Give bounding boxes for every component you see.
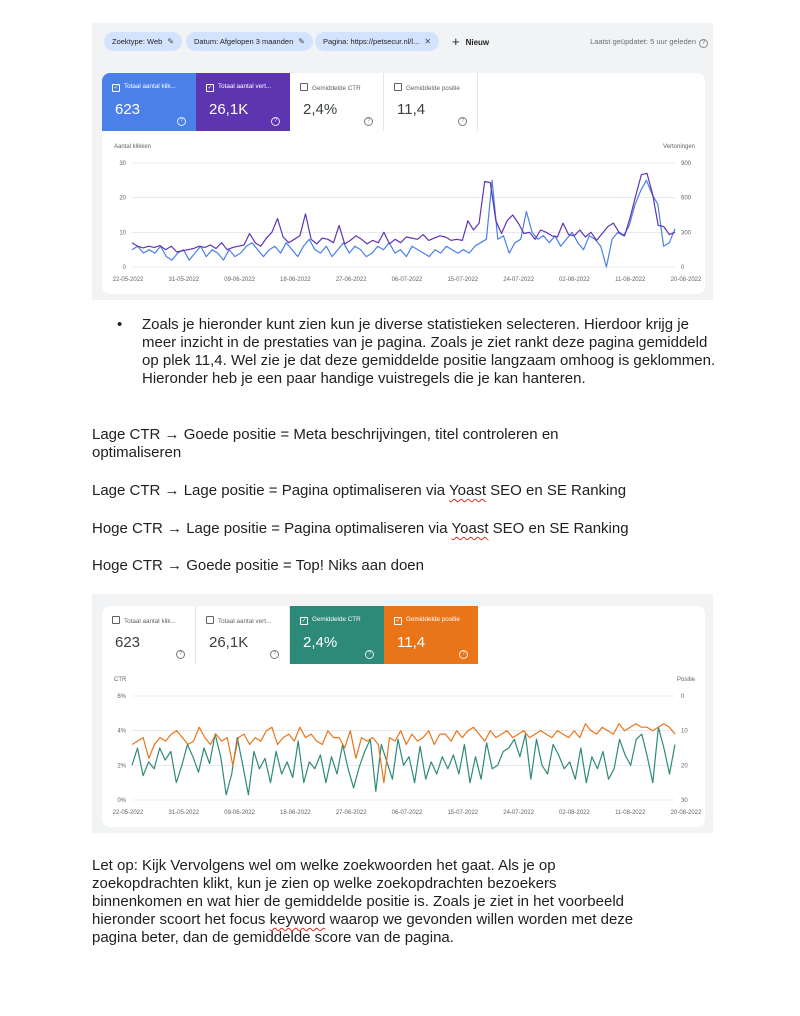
metric-label-text: Gemiddelde positie <box>406 85 460 92</box>
y2-tick-label: 0 <box>681 265 685 271</box>
checkbox-icon[interactable]: ✓ <box>301 618 307 624</box>
x-tick-label: 02-08-2022 <box>559 277 590 283</box>
metric-card[interactable] <box>290 606 384 664</box>
y-tick-label: 30 <box>119 161 126 167</box>
metric-card[interactable] <box>102 606 196 664</box>
checkbox-icon[interactable] <box>112 616 120 624</box>
y2-tick-label: 900 <box>681 161 692 167</box>
metric-label-text: Gemiddelde positie <box>406 616 460 623</box>
metric-value: 11,4 <box>397 101 426 118</box>
performance-card <box>102 606 705 827</box>
y-tick-label: 20 <box>119 195 126 202</box>
x-tick-label: 24-07-2022 <box>503 277 534 283</box>
x-tick-label: 22-05-2022 <box>112 277 144 283</box>
y-tick-label: 10 <box>119 230 126 237</box>
filter-chip-label: Datum: Afgelopen 3 maanden <box>194 37 294 46</box>
rule-3 <box>92 520 629 538</box>
filter-chip-label: Pagina: https://petsecur.nl/l... <box>323 37 420 46</box>
series-line <box>132 180 675 267</box>
metric-card[interactable] <box>196 606 290 664</box>
metric-label-text: Totaal aantal klik... <box>124 83 176 90</box>
y-tick-label: 0 <box>122 265 126 271</box>
search-console-panel-performance <box>92 23 713 300</box>
help-icon[interactable]: ? <box>458 117 467 126</box>
new-filter-button[interactable] <box>452 32 489 51</box>
note-paragraph <box>92 857 722 947</box>
x-tick-label: 31-05-2022 <box>168 810 200 816</box>
rule-4: Hoge CTR → Goede positie = Top! Niks aan doen <box>92 557 424 574</box>
rule-2 <box>92 482 626 500</box>
series-line <box>132 173 675 252</box>
checkbox-icon[interactable]: ✓ <box>113 85 119 91</box>
x-tick-label: 06-07-2022 <box>391 810 423 816</box>
pencil-icon: ✎ <box>298 37 305 46</box>
performance-chart-ctr-position <box>102 672 705 827</box>
metric-label-text: Totaal aantal vert... <box>218 618 272 625</box>
performance-card <box>102 73 705 294</box>
x-tick-label: 20-08-2022 <box>670 277 702 283</box>
y2-tick-label: 600 <box>681 195 692 202</box>
x-tick-label: 27-06-2022 <box>335 277 367 283</box>
metric-value: 26,1K <box>209 101 249 118</box>
checkbox-icon[interactable]: ✓ <box>395 618 401 624</box>
y2-tick-label: 30 <box>681 798 688 804</box>
metric-card[interactable] <box>196 73 290 131</box>
help-icon[interactable]: ? <box>270 650 279 659</box>
checkbox-icon[interactable]: ✓ <box>207 85 213 91</box>
metric-label-text: Totaal aantal vert... <box>218 83 272 90</box>
metric-value: 2,4% <box>303 634 338 651</box>
metric-card[interactable] <box>290 73 384 131</box>
y-tick-label: 4% <box>117 728 126 735</box>
metric-card[interactable] <box>384 606 478 664</box>
note-line <box>92 911 722 929</box>
rule-3-text: Hoge CTR → Lage positie = Pagina optimaliseren via <box>92 520 452 537</box>
checkbox-icon[interactable] <box>206 616 214 624</box>
last-updated-text: Laatst geüpdatet: 5 uur geleden <box>590 37 696 46</box>
metric-card[interactable] <box>384 73 478 131</box>
y-tick-label: 0% <box>117 798 126 804</box>
metric-label <box>206 616 271 625</box>
help-icon[interactable]: ? <box>364 117 373 126</box>
x-tick-label: 18-06-2022 <box>280 277 311 283</box>
help-icon[interactable]: ? <box>177 117 186 126</box>
note-line: zoekopdrachten klikt, kun je zien op welke zoekopdrachten bezoekers <box>92 875 557 892</box>
rule-3-text-end: SEO en SE Ranking <box>488 520 629 537</box>
filter-chip-page[interactable] <box>315 32 439 51</box>
new-filter-label: Nieuw <box>465 38 490 47</box>
rule-1-line-2: optimaliseren <box>92 444 182 461</box>
x-tick-label: 02-08-2022 <box>559 810 590 816</box>
filter-chip-search-type[interactable] <box>104 32 182 51</box>
y2-axis-title: Vertoningen <box>662 144 695 150</box>
x-tick-label: 09-06-2022 <box>224 277 255 283</box>
search-console-panel-ctr-position <box>92 594 713 833</box>
rule-2-text: Lage CTR → Lage positie = Pagina optimaliseren via <box>92 482 450 499</box>
y-tick-label: 6% <box>117 694 126 700</box>
metric-label <box>300 616 361 625</box>
filter-chip-label: Zoektype: Web <box>112 37 163 46</box>
y2-tick-label: 300 <box>681 230 692 237</box>
help-icon[interactable]: ? <box>271 117 280 126</box>
metric-value: 623 <box>115 634 141 651</box>
metric-value: 2,4% <box>303 101 338 118</box>
note-line: binnenkomen en wat hier de gemiddelde positie is. Zoals je ziet in het voorbeeld <box>92 893 624 910</box>
performance-chart-clicks-impressions <box>102 139 705 294</box>
x-tick-label: 18-06-2022 <box>280 810 311 816</box>
metric-value: 623 <box>115 101 141 118</box>
note-line: Let op: Kijk Vervolgens wel om welke zoekwoorden het gaat. Als je op <box>92 857 556 874</box>
y2-tick-label: 20 <box>681 763 688 770</box>
rule-2-text-end: SEO en SE Ranking <box>486 482 627 499</box>
spellcheck-word: Yoast <box>449 482 486 499</box>
note-text-end: waarop we gevonden willen worden met deze <box>325 911 634 928</box>
spellcheck-word: Yoast <box>451 520 489 537</box>
filter-bar <box>92 23 713 61</box>
note-text: hieronder scoort het focus <box>92 911 270 928</box>
y2-axis-title: Positie <box>676 677 695 683</box>
checkbox-icon[interactable] <box>394 83 402 91</box>
help-icon[interactable]: ? <box>176 650 185 659</box>
x-tick-label: 20-08-2022 <box>670 810 702 816</box>
y-axis-title: CTR <box>114 677 127 683</box>
filter-chip-date[interactable] <box>186 32 313 51</box>
y2-tick-label: 0 <box>681 694 685 700</box>
metric-label <box>112 83 176 92</box>
x-tick-label: 11-08-2022 <box>615 810 646 816</box>
metric-label <box>300 83 361 92</box>
close-icon[interactable]: ✕ <box>424 37 432 46</box>
x-tick-label: 06-07-2022 <box>391 277 423 283</box>
metric-label <box>112 616 176 625</box>
metric-value: 11,4 <box>397 634 426 651</box>
metric-label <box>394 83 460 92</box>
bullet-item: • Zoals je hieronder kunt zien kun je diverse statistieken selecteren. Hierdoor krijg je meer inzicht in de prestaties van je pagina. Zoals je ziet rankt deze pagina gemiddeld op plek 11,4. Wel zie je dat deze gemiddelde positie langzaam omhoog is geklommen. Hieronder heb je een paar handige vuistregels die je kan hanteren. <box>117 316 717 388</box>
x-tick-label: 22-05-2022 <box>112 810 144 816</box>
metric-label-text: Gemiddelde CTR <box>312 616 361 623</box>
checkbox-icon[interactable] <box>300 83 308 91</box>
rule-1 <box>92 426 559 462</box>
metric-card[interactable] <box>102 73 196 131</box>
x-tick-label: 27-06-2022 <box>335 810 367 816</box>
spellcheck-word: keyword <box>269 911 326 928</box>
x-tick-label: 24-07-2022 <box>503 810 534 816</box>
help-icon[interactable]: ? <box>459 650 468 659</box>
pencil-icon: ✎ <box>167 37 175 46</box>
series-line <box>132 724 675 783</box>
metric-value: 26,1K <box>209 634 249 651</box>
bullet-list <box>117 316 717 388</box>
metric-label-text: Totaal aantal klik... <box>124 618 176 625</box>
x-tick-label: 09-06-2022 <box>224 810 255 816</box>
metric-label <box>394 616 460 625</box>
x-tick-label: 15-07-2022 <box>447 277 479 283</box>
metric-label <box>206 83 271 92</box>
last-updated <box>590 32 708 51</box>
metric-label-text: Gemiddelde CTR <box>312 85 361 92</box>
y-tick-label: 2% <box>117 763 126 770</box>
x-tick-label: 11-08-2022 <box>615 277 646 283</box>
x-tick-label: 15-07-2022 <box>447 810 479 816</box>
x-tick-label: 31-05-2022 <box>168 277 200 283</box>
note-line: pagina beter, dan de gemiddelde score van de pagina. <box>92 929 454 946</box>
y2-tick-label: 10 <box>681 728 688 735</box>
y-axis-title: Aantal klikken <box>114 144 152 150</box>
help-icon[interactable]: ? <box>699 39 708 48</box>
help-icon[interactable]: ? <box>365 650 374 659</box>
plus-icon: + <box>452 34 460 49</box>
rule-1-line-1: Lage CTR → Goede positie = Meta beschrijvingen, titel controleren en <box>92 426 559 443</box>
